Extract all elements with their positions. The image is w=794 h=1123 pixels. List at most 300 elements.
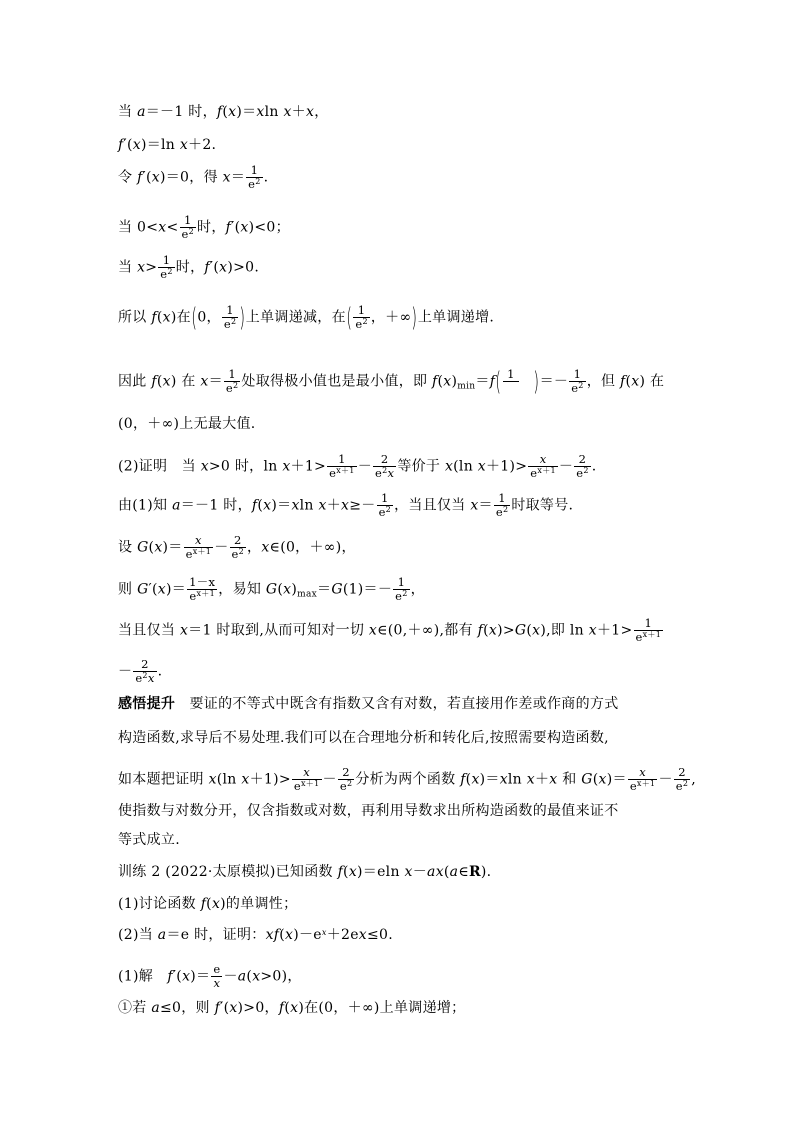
text-line [118, 304, 494, 331]
text: (2)当 [118, 927, 158, 943]
text: ′( [209, 259, 220, 276]
math-var: f [216, 104, 223, 120]
text: 使指数与对数分开，仅含指数或对数，再利用导数求出所构造函数的最值来证不 [118, 803, 619, 819]
text-line [118, 453, 597, 480]
text: － [118, 663, 133, 680]
math-var: f [489, 373, 496, 390]
text: ) 在 [639, 373, 665, 390]
superscript: 2 [142, 671, 148, 680]
math-var: x [435, 864, 444, 880]
fraction-denominator [292, 780, 322, 793]
math-var: f [151, 309, 157, 326]
fraction-numerator: 1 [503, 368, 520, 382]
superscript: x＋1 [642, 630, 662, 639]
math-var: x [318, 497, 327, 514]
text: － [214, 539, 229, 556]
text: ＝－ [539, 373, 569, 390]
fraction [377, 492, 394, 519]
math-var: x [526, 771, 535, 788]
large-paren: ( [191, 302, 197, 333]
fraction-numerator: 1－x [189, 575, 216, 589]
math-var: G [137, 581, 149, 598]
math-var: G [331, 581, 343, 598]
text: )在(0，＋∞)上单调递增； [298, 1000, 466, 1016]
text: )<0； [248, 219, 290, 236]
superscript: 2 [362, 317, 368, 326]
text: )的单调性； [220, 896, 298, 912]
text: 所以 [118, 309, 152, 326]
text: )－e [293, 927, 322, 943]
math-var: x [222, 169, 231, 186]
math-var: x [549, 771, 558, 788]
math-var: x [182, 968, 191, 985]
fraction-numerator: e [213, 962, 221, 976]
text: (0，＋∞)上无最大值. [118, 416, 256, 432]
text: e [629, 779, 637, 793]
text: . [157, 663, 163, 680]
text-line [118, 730, 609, 746]
large-paren: ) [239, 302, 246, 333]
text: ＋1)> [485, 458, 528, 475]
math-var: x [285, 927, 294, 943]
fraction-numerator: x [628, 766, 658, 780]
text: 由(1)知 [118, 497, 173, 514]
text: ∈ [458, 864, 469, 880]
fraction-denominator [180, 228, 197, 241]
text: ∈(0,＋∞),都有 [377, 622, 478, 639]
math-var: f [273, 927, 280, 943]
fraction [184, 534, 214, 561]
math-var: x [265, 927, 274, 943]
fraction [674, 766, 691, 793]
math-var: a [172, 497, 181, 514]
text: ln [299, 497, 319, 514]
text: ( [483, 622, 489, 639]
text: . [263, 169, 269, 186]
math-var: a [137, 104, 146, 120]
text: e [225, 381, 233, 395]
fraction-denominator [222, 318, 239, 331]
text-line [118, 254, 259, 281]
text: ＝ [475, 373, 490, 390]
text: >0 时，ln [208, 458, 283, 475]
fraction-numerator: x [184, 534, 214, 548]
text: )＝0，得 [160, 169, 223, 186]
math-var: x [404, 864, 413, 880]
fraction-numerator: 1 [353, 304, 370, 318]
text-line [118, 104, 329, 120]
fraction-denominator: x [213, 976, 221, 990]
text: e [185, 547, 193, 561]
text-line [118, 963, 302, 990]
text-line [118, 617, 664, 644]
fraction [574, 453, 591, 480]
text: ≤0. [367, 927, 393, 943]
text: 则 [118, 581, 138, 598]
math-var: x [291, 497, 300, 514]
text: e [329, 466, 337, 480]
text: ，易知 [218, 581, 266, 598]
text: ＋ [326, 497, 342, 514]
math-var: x [219, 259, 228, 276]
text-line [118, 416, 256, 432]
math-var: x [228, 104, 237, 120]
math-var: x [154, 539, 163, 556]
text-line [118, 137, 216, 153]
fraction-numerator: 2 [338, 766, 355, 780]
math-var: x [162, 373, 171, 390]
math-var: a [237, 968, 247, 985]
superscript: 2 [402, 589, 408, 598]
text: ( [156, 309, 163, 326]
math-var: x [598, 771, 607, 788]
fraction-denominator [373, 467, 396, 480]
fraction-denominator [230, 548, 247, 561]
superscript: 2 [502, 505, 509, 514]
text: ′( [123, 137, 133, 153]
fraction-numerator: 1 [327, 453, 357, 467]
large-paren: ( [495, 366, 502, 397]
text-line [118, 1000, 465, 1016]
math-var: x [348, 864, 358, 880]
fraction-numerator: 1 [393, 576, 410, 590]
text: ( [443, 864, 450, 880]
text: )在 [170, 309, 191, 326]
math-var: x [179, 622, 189, 639]
text: e [530, 466, 538, 480]
text-line [118, 576, 425, 603]
fraction-denominator [224, 382, 241, 395]
text: e [248, 177, 256, 191]
text: 构造函数,求导后不易处理.我们可以在合理地分析和转化后,按照需要构造函数, [118, 730, 609, 746]
text: 0， [197, 309, 221, 326]
text: ( [343, 864, 349, 880]
fraction-denominator [674, 780, 691, 793]
text: 时取等号. [511, 497, 574, 514]
text: e [293, 779, 301, 793]
math-var: a [157, 927, 167, 943]
text: e [571, 381, 579, 395]
text: ＋1> [290, 458, 327, 475]
superscript: 2 [167, 267, 173, 276]
fraction [180, 214, 197, 241]
math-var: G [581, 771, 593, 788]
math-var: f [432, 373, 438, 390]
text: ′( [220, 1000, 230, 1016]
text: ，但 [586, 373, 621, 390]
math-var: x [282, 458, 291, 475]
text: e [223, 317, 231, 331]
text: >0)， [260, 968, 302, 985]
math-var: f [167, 968, 173, 985]
math-var: x [532, 622, 541, 639]
superscript: x＋1 [537, 466, 556, 475]
large-paren: ) [533, 366, 540, 397]
text: e [339, 779, 347, 793]
superscript: 2 [385, 505, 392, 514]
math-var: G [137, 539, 149, 556]
text: － [658, 771, 673, 788]
fraction-numerator: 2 [674, 766, 691, 780]
text: ， [247, 539, 262, 556]
text-line [118, 696, 619, 712]
text: ′( [231, 219, 241, 236]
math-var: x [283, 581, 292, 598]
text: )＝ [271, 497, 292, 514]
math-var: f [225, 219, 232, 236]
math-var: x [499, 771, 508, 788]
superscript: 2 [238, 547, 245, 556]
text: ′( [172, 968, 183, 985]
fraction [230, 534, 247, 561]
text: 和 [557, 771, 582, 788]
text: (2)证明 当 [118, 458, 201, 475]
text-line [118, 864, 491, 880]
math-var: x [162, 309, 171, 326]
math-var: x [147, 671, 155, 685]
math-var: f [620, 373, 626, 390]
text: ＝－1 时， [180, 497, 252, 514]
text: e [675, 779, 683, 793]
text: ( [257, 497, 264, 514]
text: ) 在 [170, 373, 201, 390]
text: e [355, 317, 363, 331]
text: e [378, 505, 386, 519]
math-var: f [337, 864, 344, 880]
math-var: x [488, 622, 498, 639]
text: 时， [197, 219, 226, 236]
text: e [181, 227, 189, 241]
text: ＝ [230, 169, 246, 186]
math-var: x [157, 581, 166, 598]
text: 上单调递减，在 [245, 309, 346, 326]
fraction-numerator: 1 [246, 164, 263, 178]
fraction-denominator [494, 506, 511, 519]
superscript: x＋1 [196, 589, 215, 598]
superscript: x＋1 [336, 466, 355, 475]
math-var: a [151, 1000, 161, 1016]
text: ) [451, 373, 458, 390]
fraction-denominator [569, 382, 586, 395]
math-var: a [449, 864, 459, 880]
fraction [393, 576, 410, 603]
text-line [118, 896, 297, 912]
text: (1)＝－ [342, 581, 393, 598]
text: 分析为两个函数 [355, 771, 461, 788]
text: ). [480, 864, 492, 880]
math-var: x [151, 169, 160, 186]
fraction-numerator: 2 [373, 453, 396, 467]
text: ( [156, 373, 163, 390]
text: 当 0< [118, 219, 159, 236]
text: ),即 ln [540, 622, 589, 639]
text: )>0. [227, 259, 260, 276]
math-var: x [200, 458, 209, 475]
text: ，＋∞ [370, 309, 412, 326]
text: ( [246, 968, 253, 985]
text: ( [222, 104, 229, 120]
math-var: f [137, 169, 143, 186]
math-var: x [208, 771, 217, 788]
fraction-numerator: 1 [180, 214, 197, 228]
math-var: x [631, 373, 640, 390]
text: ＝－1 时， [145, 104, 217, 120]
text: )＝ [190, 968, 211, 985]
text: ＋1)> [249, 771, 291, 788]
text: (1)讨论函数 [118, 896, 201, 912]
text: ＋ [291, 104, 306, 120]
superscript: 2 [188, 227, 195, 236]
fraction [338, 766, 355, 793]
math-var: f [251, 497, 258, 514]
fraction-numerator: 1 [158, 254, 175, 268]
fraction-denominator [133, 672, 156, 685]
superscript: 2 [578, 381, 584, 390]
text: ln [264, 104, 284, 120]
text: (1)解 [118, 968, 168, 985]
fraction-denominator [158, 268, 175, 281]
math-var: x [290, 1000, 299, 1016]
text: ′( [142, 169, 152, 186]
superscript: 2 [233, 381, 239, 390]
text: )> [497, 622, 515, 639]
fraction-denominator [628, 780, 658, 793]
text: 当且仅当 [118, 622, 180, 639]
math-var: x [341, 497, 350, 514]
fraction-numerator: 1 [569, 368, 586, 382]
math-var: x [283, 104, 292, 120]
superscript: x＋1 [301, 779, 320, 788]
fraction [353, 304, 370, 331]
math-var: f [477, 622, 484, 639]
text: － [412, 864, 428, 880]
math-var: x [387, 466, 395, 480]
math-var: x [305, 104, 315, 120]
subscript: max [297, 589, 318, 600]
text: (ln [453, 458, 478, 475]
text: ≥－ [349, 497, 376, 514]
fraction-denominator [528, 467, 558, 480]
math-var: f [151, 373, 157, 390]
math-var: x [132, 137, 141, 153]
text: ＝ [478, 497, 493, 514]
text: 上单调递增. [417, 309, 495, 326]
text: ＋1> [596, 622, 633, 639]
math-var: a [427, 864, 436, 880]
text: e [375, 466, 383, 480]
fraction [187, 576, 217, 603]
superscript: 2 [583, 466, 589, 475]
text: )＝ [479, 771, 500, 788]
fraction-numerator: 2 [574, 453, 591, 467]
fraction [211, 963, 222, 990]
math-var: x [471, 771, 480, 788]
math-var: f [204, 259, 210, 276]
math-var: x [229, 1000, 238, 1016]
fraction-numerator: 1 [494, 492, 511, 506]
large-paren: ( [346, 302, 353, 333]
text: , [691, 771, 697, 788]
text: ( [465, 771, 472, 788]
text: )＝eln [357, 864, 405, 880]
math-var: x [477, 458, 486, 475]
fraction [327, 453, 357, 480]
fraction [503, 368, 520, 395]
math-var: x [240, 219, 249, 236]
text: ＝ [317, 581, 332, 598]
fraction-denominator [246, 178, 263, 191]
fraction-denominator [377, 506, 394, 519]
fraction [292, 766, 322, 793]
math-var: x [252, 968, 261, 985]
text: ( [279, 927, 286, 943]
math-var: f [214, 1000, 221, 1016]
superscript: 2 [382, 466, 388, 475]
text-line [118, 214, 290, 241]
text: e [189, 589, 197, 603]
text: e [495, 505, 503, 519]
fraction [246, 164, 263, 191]
text: ，当且仅当 [394, 497, 471, 514]
text: ＝e 时，证明： [166, 927, 266, 943]
text-line [118, 766, 696, 793]
text: 设 [118, 539, 138, 556]
fraction-denominator [634, 631, 664, 644]
text-line [118, 164, 268, 191]
superscript: x＋1 [192, 547, 212, 556]
text: 训练 2 (2022·太原模拟)已知函数 [118, 864, 338, 880]
math-var: f [278, 1000, 285, 1016]
fraction [373, 453, 396, 480]
fraction-denominator [187, 590, 217, 603]
superscript: x [321, 928, 327, 937]
text-line [118, 832, 180, 848]
large-paren: ) [411, 302, 418, 333]
fraction [628, 766, 658, 793]
text: 等价于 [397, 458, 445, 475]
fraction [133, 658, 156, 685]
text: ( [437, 373, 444, 390]
superscript: 2 [255, 177, 261, 186]
text: )＝ [166, 581, 187, 598]
math-var: x [358, 927, 367, 943]
text: － [223, 968, 238, 985]
text: － [558, 458, 574, 475]
text: 如本题把证明 [118, 771, 209, 788]
text-line [118, 927, 393, 943]
fraction-numerator: 1 [634, 617, 664, 631]
fraction [634, 617, 664, 644]
text-line [118, 658, 162, 685]
math-var: f [118, 137, 124, 153]
text: > [145, 259, 158, 276]
text: e [395, 589, 403, 603]
math-var: x [443, 373, 452, 390]
superscript: 2 [230, 317, 237, 326]
fraction-denominator [338, 780, 355, 793]
text: )＝ [236, 104, 257, 120]
text: ， [314, 104, 329, 120]
fraction-numerator: 2 [230, 534, 247, 548]
text: )＝ [606, 771, 627, 788]
math-var: x [261, 539, 270, 556]
text: ①若 [118, 1000, 152, 1016]
text: e [231, 547, 239, 561]
fraction-denominator [353, 318, 370, 331]
text: e [160, 267, 168, 281]
math-var: f [460, 771, 466, 788]
text: ＋2e [326, 927, 359, 943]
